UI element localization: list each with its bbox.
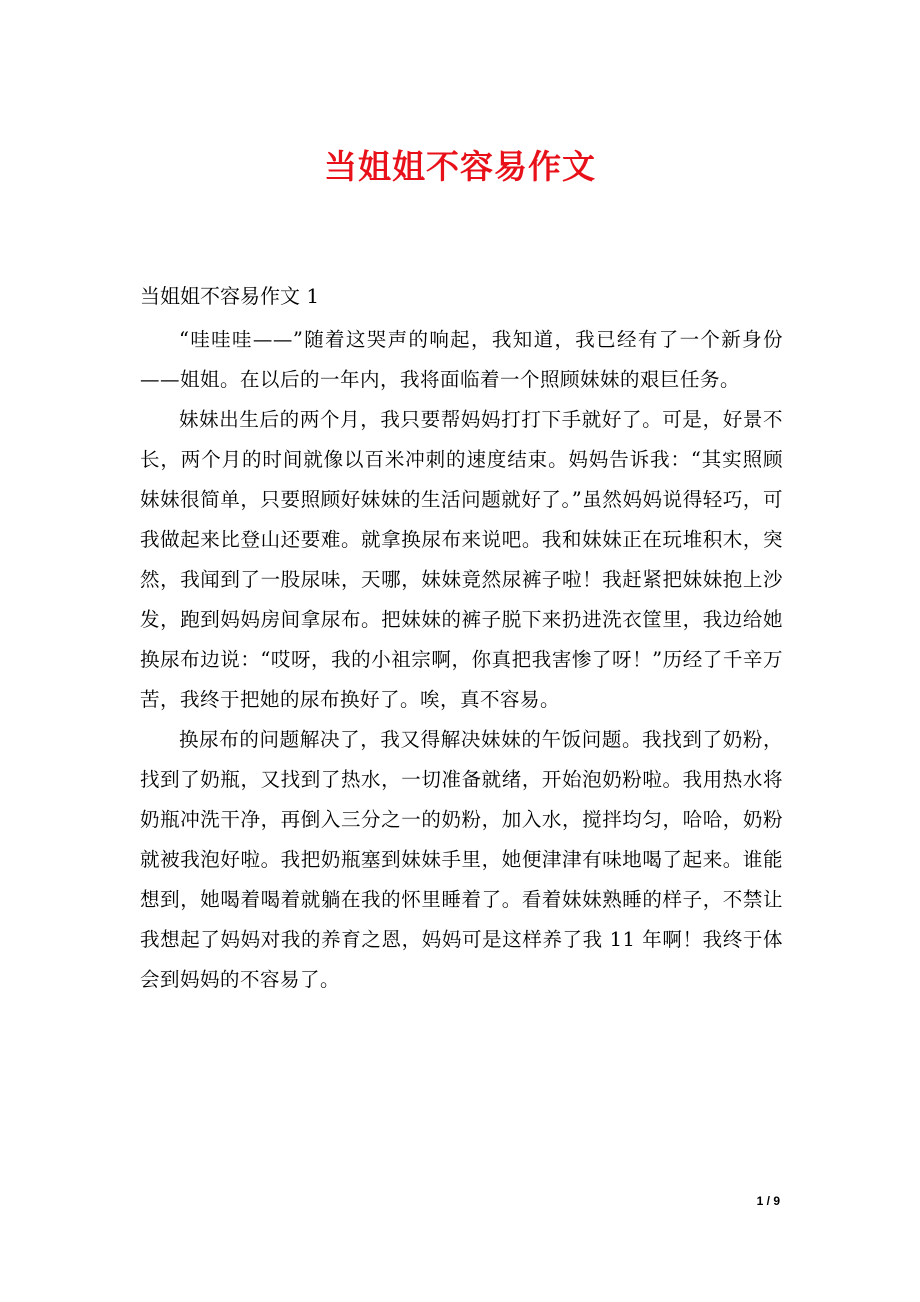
paragraph-2: 妹妹出生后的两个月，我只要帮妈妈打打下手就好了。可是，好景不长，两个月的时间就像以百米冲刺的速度结束。妈妈告诉我：“其实照顾妹妹很简单，只要照顾好妹妹的生活问题就好了。”虽然妈妈说得轻巧，可我做起来比登山还要难。就拿换尿布来说吧。我和妹妹正在玩堆积木，突然，我闻到了一股尿味，天哪，妹妹竟然尿裤子啦！我赶紧把妹妹抱上沙发，跑到妈妈房间拿尿布。把妹妹的裤子脱下来扔进洗衣筐里，我边给她换尿布边说：“哎呀，我的小祖宗啊，你真把我害惨了呀！”历经了千辛万苦，我终于把她的尿布换好了。唉，真不容易。	[140, 408, 783, 711]
paragraph-3: 换尿布的问题解决了，我又得解决妹妹的午饭问题。我找到了奶粉，找到了奶瓶，又找到了热水，一切准备就绪，开始泡奶粉啦。我用热水将奶瓶冲洗干净，再倒入三分之一的奶粉，加入水，搅拌均匀，哈哈，奶粉就被我泡好啦。我把奶瓶塞到妹妹手里，她便津津有味地喝了起来。谁能想到，她喝着喝着就躺在我的怀里睡着了。看着妹妹熟睡的样子，不禁让我想起了妈妈对我的养育之恩，妈妈可是这样养了我 11 年啊！我终于体会到妈妈的不容易了。	[140, 728, 783, 991]
section-heading: 当姐姐不容易作文 1	[140, 284, 320, 308]
paragraph-1: “哇哇哇——”随着这哭声的响起，我知道，我已经有了一个新身份——姐姐。在以后的一年内，我将面临着一个照顾妹妹的艰巨任务。	[140, 328, 783, 391]
document-body	[140, 320, 783, 1000]
page-number: 1 / 9	[756, 1194, 780, 1208]
document-title: 当姐姐不容易作文	[324, 147, 596, 186]
